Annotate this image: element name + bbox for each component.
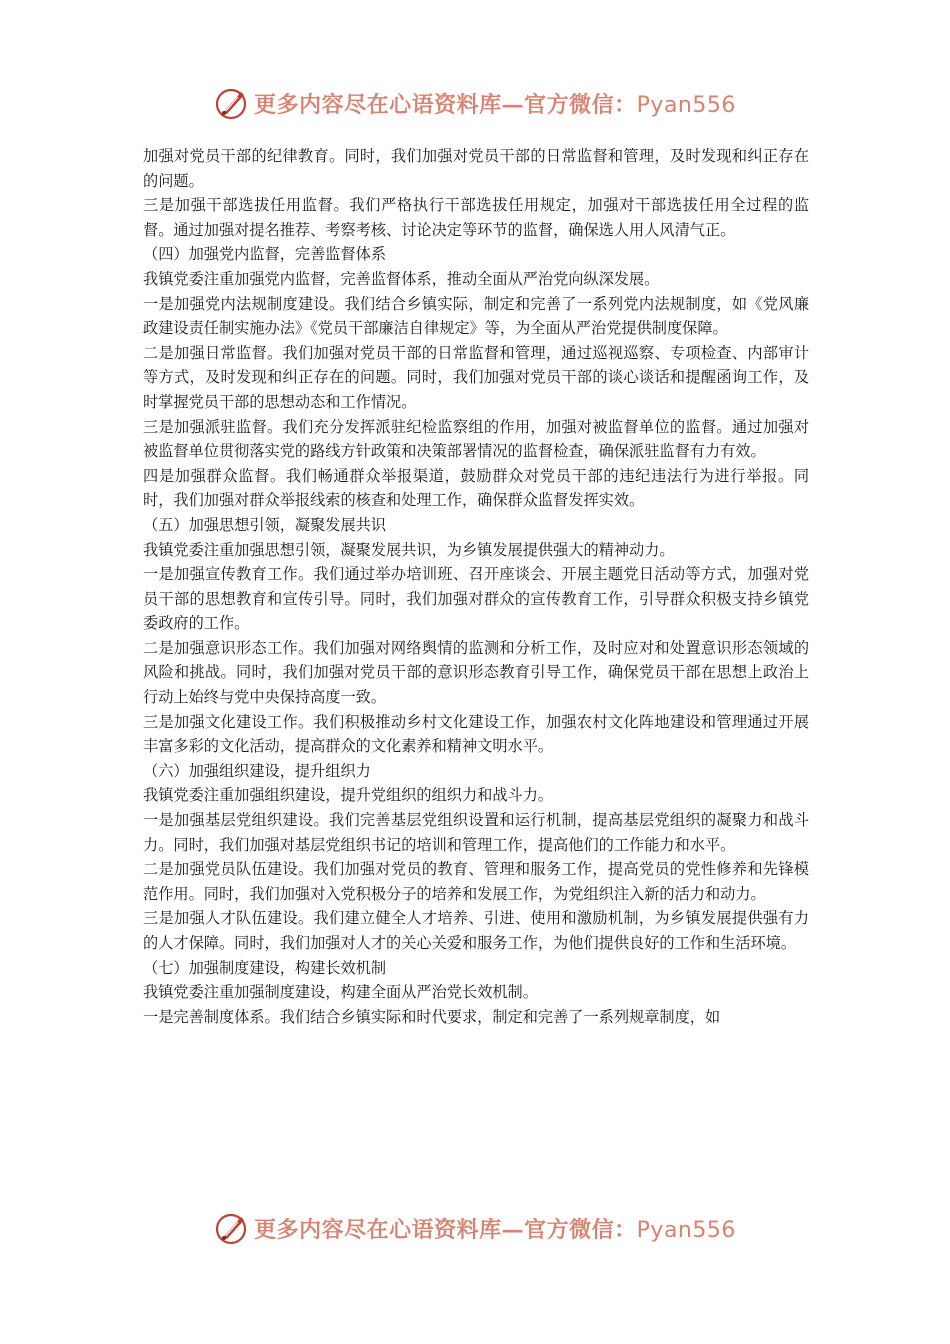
header-banner-text: 更多内容尽在心语资料库—官方微信：Pyan556	[254, 91, 736, 118]
paragraph: 四是加强群众监督。我们畅通群众举报渠道，鼓励群众对党员干部的违纪违法行为进行举报。同时，我们加强对群众举报线索的核查和处理工作，确保群众监督发挥实效。	[143, 466, 809, 510]
section-heading: （五）加强思想引领，凝聚发展共识	[143, 515, 386, 534]
section-heading: （七）加强制度建设，构建长效机制	[143, 958, 386, 977]
paragraph: 我镇党委注重加强思想引领，凝聚发展共识，为乡镇发展提供强大的精神动力。	[143, 540, 675, 559]
paragraph: 我镇党委注重加强党内监督，完善监督体系，推动全面从严治党向纵深发展。	[143, 269, 660, 288]
paragraph: 加强对党员干部的纪律教育。同时，我们加强对党员干部的日常监督和管理，及时发现和纠正存在的问题。	[143, 147, 809, 190]
header-banner	[0, 83, 950, 123]
paragraph: 一是加强宣传教育工作。我们通过举办培训班、召开座谈会、开展主题党日活动等方式，加强对党员干部的思想教育和宣传引导。同时，我们加强对群众的宣传教育工作，引导群众积极支持乡镇党委政府的工作。	[143, 565, 809, 633]
paragraph: 一是加强基层党组织建设。我们完善基层党组织设置和运行机制，提高基层党组织的凝聚力和战斗力。同时，我们加强对基层党组织书记的培训和管理工作，提高他们的工作能力和水平。	[143, 811, 809, 854]
paragraph: 一是完善制度体系。我们结合乡镇实际和时代要求，制定和完善了一系列规章制度，如	[143, 1007, 721, 1026]
paragraph: 三是加强派驻监督。我们充分发挥派驻纪检监察组的作用，加强对被监督单位的监督。通过加强对被监督单位贯彻落实党的路线方针政策和决策部署情况的监督检查，确保派驻监督有力有效。	[143, 417, 809, 461]
paragraph: 二是加强日常监督。我们加强对党员干部的日常监督和管理，通过巡视巡察、专项检查、内部审计等方式，及时发现和纠正存在的问题。同时，我们加强对党员干部的谈心谈话和提醒函询工作，及时掌握党员干部的思想动态和工作情况。	[143, 343, 809, 411]
paragraph: 我镇党委注重加强组织建设，提升党组织的组织力和战斗力。	[143, 786, 554, 805]
paragraph: 二是加强意识形态工作。我们加强对网络舆情的监测和分析工作，及时应对和处置意识形态领域的风险和挑战。同时，我们加强对党员干部的意识形态教育引导工作，确保党员干部在思想上政治上行动上始终与党中央保持高度一致。	[143, 638, 809, 707]
paragraph: 二是加强党员队伍建设。我们加强对党员的教育、管理和服务工作，提高党员的党性修养和先锋模范作用。同时，我们加强对入党积极分子的培养和发展工作，为党组织注入新的活力和动力。	[143, 860, 809, 903]
quill-pen-logo-icon	[214, 85, 250, 121]
paragraph: 三是加强文化建设工作。我们积极推动乡村文化建设工作，加强农村文化阵地建设和管理通过开展丰富多彩的文化活动，提高群众的文化素养和精神文明水平。	[143, 712, 809, 756]
quill-pen-logo-icon	[214, 1210, 250, 1246]
footer-banner-text: 更多内容尽在心语资料库—官方微信：Pyan556	[254, 1216, 736, 1243]
paragraph: 我镇党委注重加强制度建设，构建全面从严治党长效机制。	[143, 983, 538, 1002]
paragraph: 三是加强干部选拔任用监督。我们严格执行干部选拔任用规定，加强对干部选拔任用全过程的监督。通过加强对提名推荐、考察考核、讨论决定等环节的监督，确保选人用人风清气正。	[143, 196, 809, 239]
paragraph: 三是加强人才队伍建设。我们建立健全人才培养、引进、使用和激励机制，为乡镇发展提供强有力的人才保障。同时，我们加强对人才的关心关爱和服务工作，为他们提供良好的工作和生活环境。	[143, 909, 809, 952]
section-heading: （六）加强组织建设，提升组织力	[143, 761, 371, 780]
section-heading: （四）加强党内监督，完善监督体系	[143, 245, 386, 264]
paragraph: 一是加强党内法规制度建设。我们结合乡镇实际，制定和完善了一系列党内法规制度，如《党风廉政建设责任制实施办法》《党员干部廉洁自律规定》等，为全面从严治党提供制度保障。	[143, 294, 809, 338]
document-body	[143, 144, 809, 1029]
footer-banner	[0, 1208, 950, 1248]
